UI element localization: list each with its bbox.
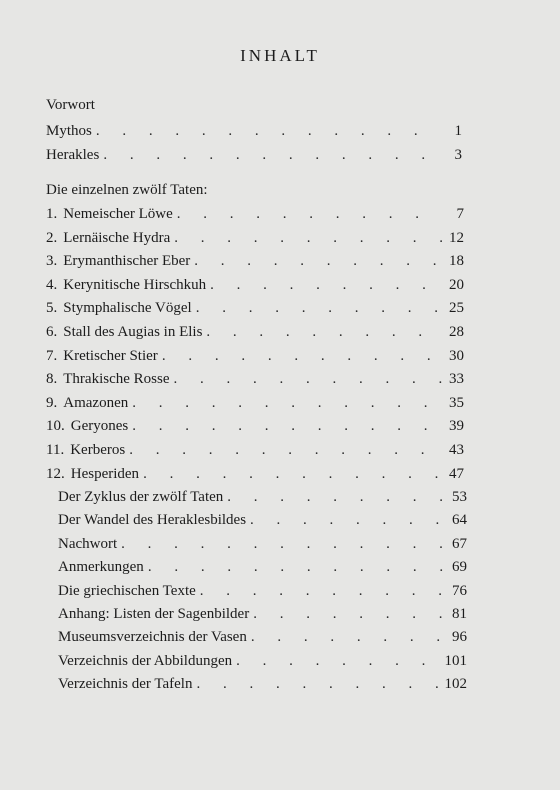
toc-page-number: 3 [454,147,462,163]
toc-entry-number: 10. [46,418,65,435]
dot-leader [121,535,445,553]
dot-leader [206,323,442,341]
dot-leader [96,122,440,140]
toc-page-number: 53 [452,489,467,505]
toc-entry-label: Museumsverzeichnis der Vasen [58,629,247,646]
toc-entry-label: Nachwort [58,535,118,552]
toc-entry-label: Kretischer Stier [63,347,158,364]
toc-entry-number: 6. [46,324,58,340]
toc-entry-number: 5. [46,300,58,317]
toc-page-number: 67 [452,535,467,552]
section-heading: Die einzelnen zwölf Taten: [46,182,208,198]
toc-page-number: 96 [452,629,467,646]
dot-leader [236,652,440,670]
toc-page-number: 39 [449,418,464,435]
toc-entry-label: Geryones [70,418,129,435]
toc-page-number: 7 [456,206,464,222]
toc-entry-labour [46,465,464,483]
toc-entry-labour [46,299,464,317]
dot-leader [174,229,442,247]
toc-entry-label: Stall des Augias in Elis [63,324,203,340]
toc-entry-label: Die griechischen Texte [58,582,196,599]
toc-entry-label: Kerberos [70,442,126,458]
toc-entry-number: 12. [46,465,65,482]
toc-page-number: 20 [449,276,464,293]
toc-page-number: 35 [449,394,464,411]
toc-entry-labour [46,370,464,388]
toc-entry-number: 1. [46,206,58,222]
toc-entry-number: 4. [46,276,58,293]
toc-page-number: 81 [452,606,467,622]
toc-entry-label: Erymanthischer Eber [63,253,191,270]
toc-entry-labour [46,323,464,341]
toc-entry-number: 7. [46,347,58,364]
page-title: INHALT [240,46,320,65]
dot-leader [132,417,442,435]
toc-entry-labour [46,417,464,435]
dot-leader [173,370,442,388]
toc-entry-mythos [46,122,462,140]
toc-entry-label: Der Zyklus der zwölf Taten [58,489,224,505]
toc-entry-labour [46,252,464,270]
toc-entry-label: Hesperiden [70,465,140,482]
dot-leader [196,675,440,693]
toc-entry-labour [46,394,464,412]
toc-entry [58,582,467,600]
toc-entry-label: Verzeichnis der Abbildungen [58,652,233,669]
toc-page-number: 1 [454,123,462,139]
toc-page-number: 30 [449,347,464,364]
toc-entry-label: Stymphalische Vögel [63,300,192,317]
dot-leader [132,394,442,412]
toc-entry-number: 8. [46,371,58,388]
toc-entry-label: Thrakische Rosse [63,371,170,388]
dot-leader [210,276,442,294]
dot-leader [200,582,445,600]
dot-leader [194,252,442,270]
toc-entry-label: Anmerkungen [58,559,144,576]
dot-leader [250,511,445,529]
toc-entry [58,511,467,529]
toc-entry [58,605,467,623]
toc-entry-label: Verzeichnis der Tafeln [58,676,193,693]
toc-entry-label: Lernäische Hydra [63,229,171,246]
dot-leader [227,488,445,506]
dot-leader [129,441,442,459]
toc-page-number: 102 [444,676,467,693]
dot-leader [143,465,442,483]
toc-page-number: 18 [449,253,464,270]
toc-entry-vorwort [46,96,95,114]
toc-page-number: 12 [449,229,464,246]
toc-entry-number: 3. [46,253,58,270]
toc-page-number: 69 [452,559,467,576]
dot-leader [177,205,442,223]
toc-page-number: 47 [449,465,464,482]
toc-entry-label: Mythos [46,123,92,139]
toc-entry-herakles [46,146,462,164]
toc-entry-number: 11. [46,442,65,458]
toc-entry-labour [46,205,464,223]
dot-leader [162,347,442,365]
toc-entry-label: Anhang: Listen der Sagenbilder [58,606,250,622]
toc-page-number: 33 [449,371,464,388]
toc-entry [58,488,467,506]
dot-leader [251,628,445,646]
toc-entry-labour [46,441,464,459]
dot-leader [148,558,445,576]
toc-page-number: 28 [449,324,464,340]
toc-page-number: 64 [452,512,467,529]
toc-entry-number: 2. [46,229,58,246]
toc-entry [58,652,467,670]
dot-leader [196,299,442,317]
toc-entry-label: Herakles [46,147,100,163]
toc-page-number: 25 [449,300,464,317]
dot-leader [253,605,445,623]
toc-entry-labour [46,276,464,294]
toc-page-number: 101 [444,652,467,669]
toc-entry-label: Kerynitische Hirschkuh [63,276,207,293]
toc-page-number: 43 [449,442,464,458]
toc-entry [58,675,467,693]
toc-entry-labour [46,347,464,365]
toc-entry-number: 9. [46,394,58,411]
dot-leader [103,146,440,164]
toc-entry-label: Amazonen [63,394,129,411]
toc-entry-label: Vorwort [46,97,95,113]
toc-entry-label: Nemeischer Löwe [63,206,173,222]
toc-entry-labour [46,229,464,247]
toc-entry [58,558,467,576]
toc-entry-label: Der Wandel des Heraklesbildes [58,512,247,529]
toc-entry [58,628,467,646]
toc-page-number: 76 [452,582,467,599]
toc-entry [58,535,467,553]
